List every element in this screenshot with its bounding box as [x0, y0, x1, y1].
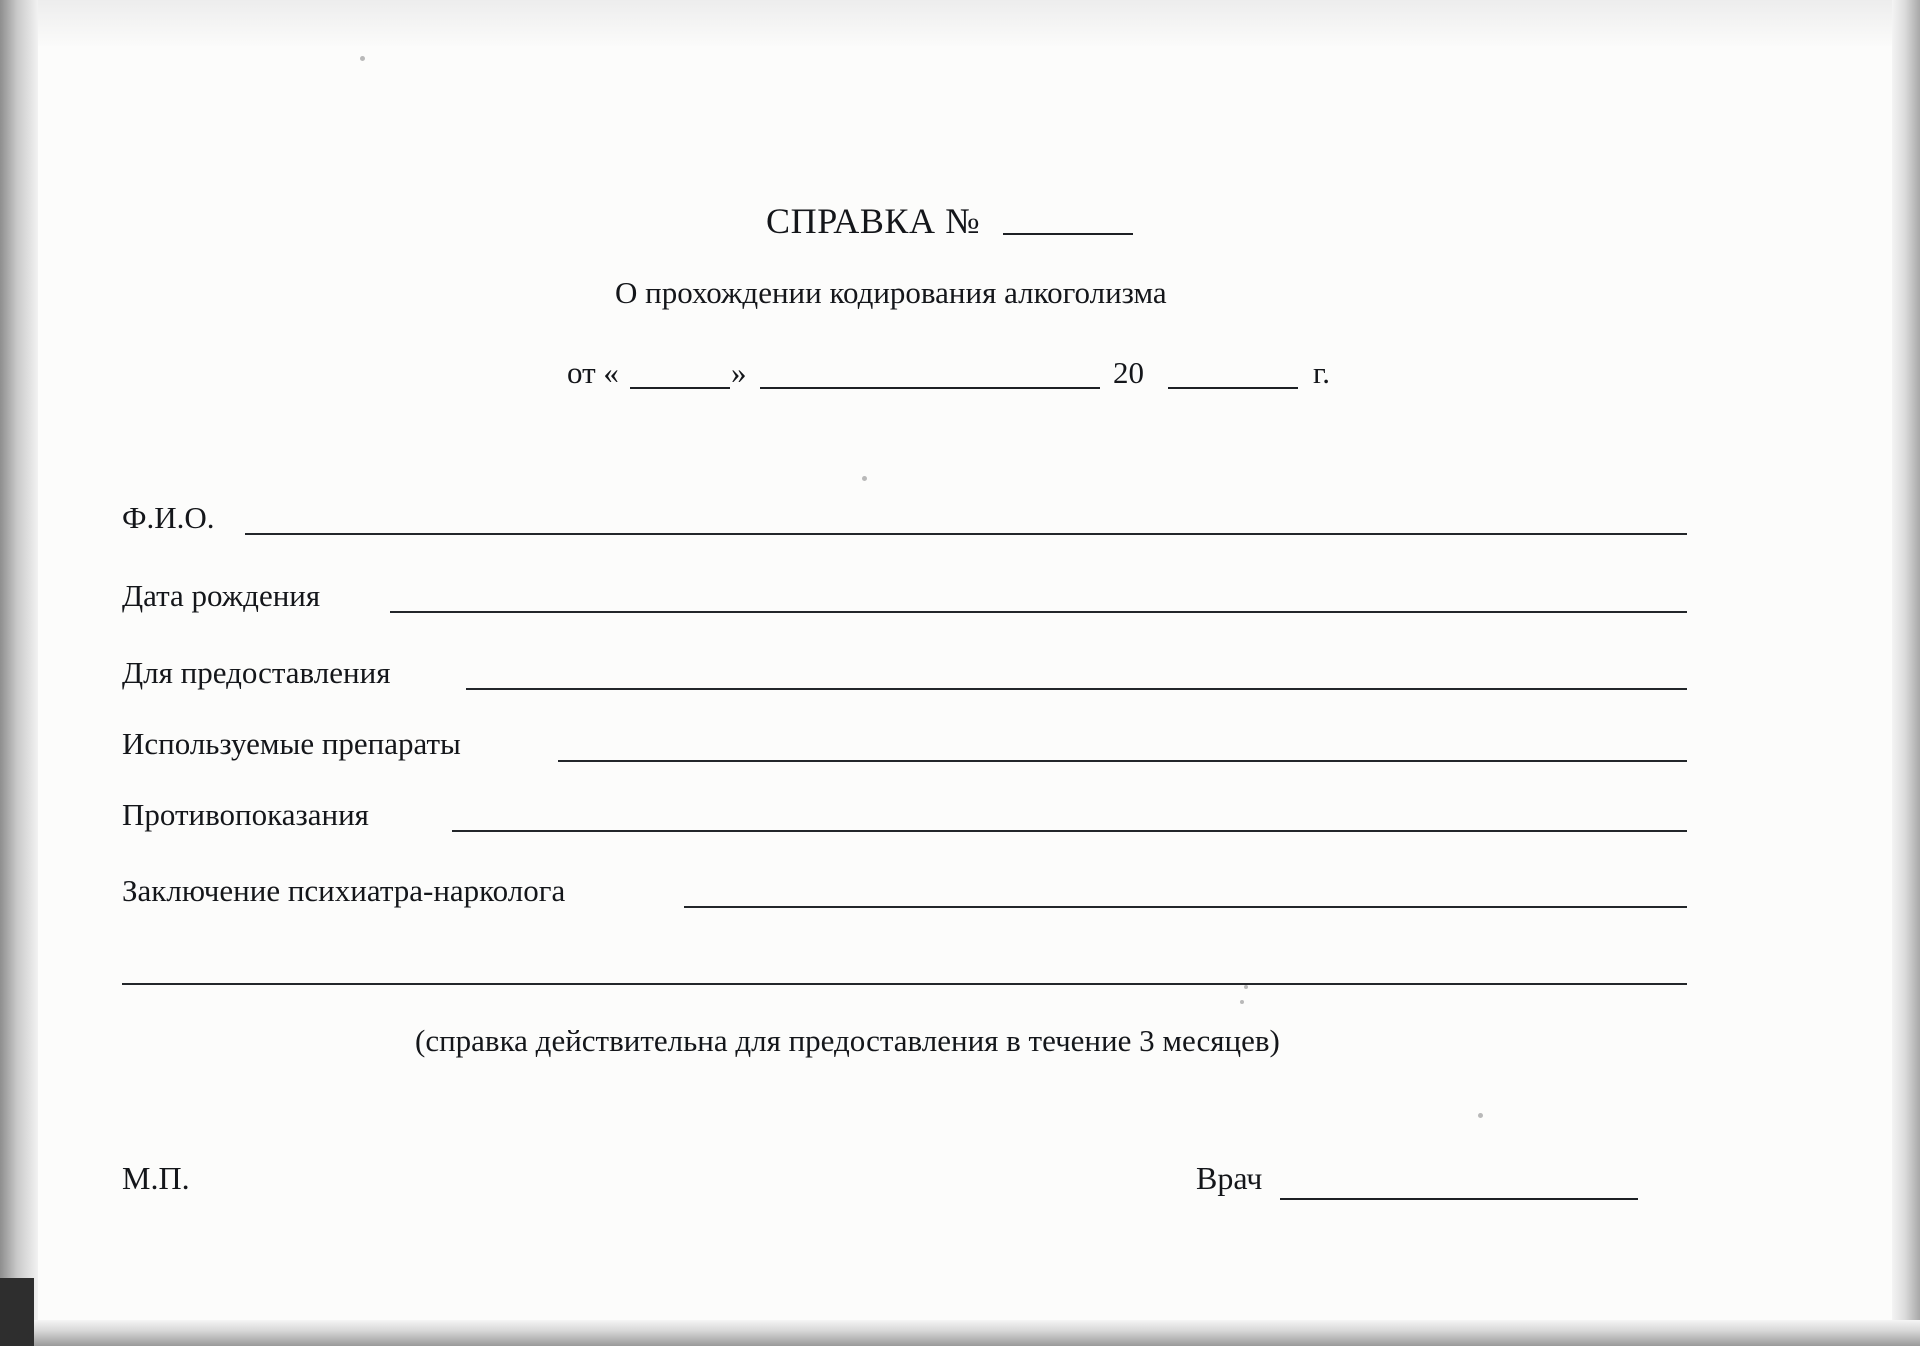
scan-edge-bottom	[0, 1320, 1920, 1346]
date-year-rule[interactable]	[1168, 387, 1298, 389]
field-rule-conclusion[interactable]	[684, 906, 1687, 908]
scan-speck	[862, 476, 867, 481]
stamp-place-label: М.П.	[122, 1160, 190, 1196]
field-label-contraindications: Противопоказания	[122, 797, 369, 832]
field-rule-fio[interactable]	[245, 533, 1687, 535]
scan-speck	[360, 56, 365, 61]
scan-speck	[1240, 1000, 1244, 1004]
field-label-fio: Ф.И.О.	[122, 500, 215, 535]
field-label-conclusion: Заключение психиатра-нарколога	[122, 873, 566, 908]
validity-note: (справка действительна для предоставления в течение 3 месяцев)	[415, 1023, 1280, 1058]
doctor-label: Врач	[1196, 1160, 1263, 1196]
paper-top-shading	[38, 0, 1892, 46]
title-number-rule	[1003, 233, 1133, 235]
date-day-rule[interactable]	[630, 387, 730, 389]
date-year-prefix: 20	[1113, 355, 1144, 390]
field-rule-conclusion-continued[interactable]	[122, 983, 1687, 985]
field-rule-contraindications[interactable]	[452, 830, 1687, 832]
doctor-signature-rule[interactable]	[1280, 1198, 1638, 1200]
field-label-birthdate: Дата рождения	[122, 578, 321, 613]
date-from-label: от «	[567, 355, 619, 390]
document-subtitle: О прохождении кодирования алкоголизма	[615, 275, 1167, 310]
document-title: СПРАВКА №	[766, 201, 981, 241]
date-quote-close: »	[731, 355, 747, 390]
date-year-suffix: г.	[1313, 355, 1330, 390]
scan-speck	[1244, 985, 1248, 989]
date-month-rule[interactable]	[760, 387, 1100, 389]
scan-edge-left	[0, 0, 38, 1346]
field-label-purpose: Для предоставления	[122, 655, 391, 690]
field-rule-medications[interactable]	[558, 760, 1687, 762]
scan-edge-right	[1892, 0, 1920, 1346]
field-rule-purpose[interactable]	[466, 688, 1687, 690]
scan-corner-artifact	[0, 1278, 34, 1346]
scan-speck	[1478, 1113, 1483, 1118]
field-label-medications: Используемые препараты	[122, 726, 461, 761]
field-rule-birthdate[interactable]	[390, 611, 1687, 613]
